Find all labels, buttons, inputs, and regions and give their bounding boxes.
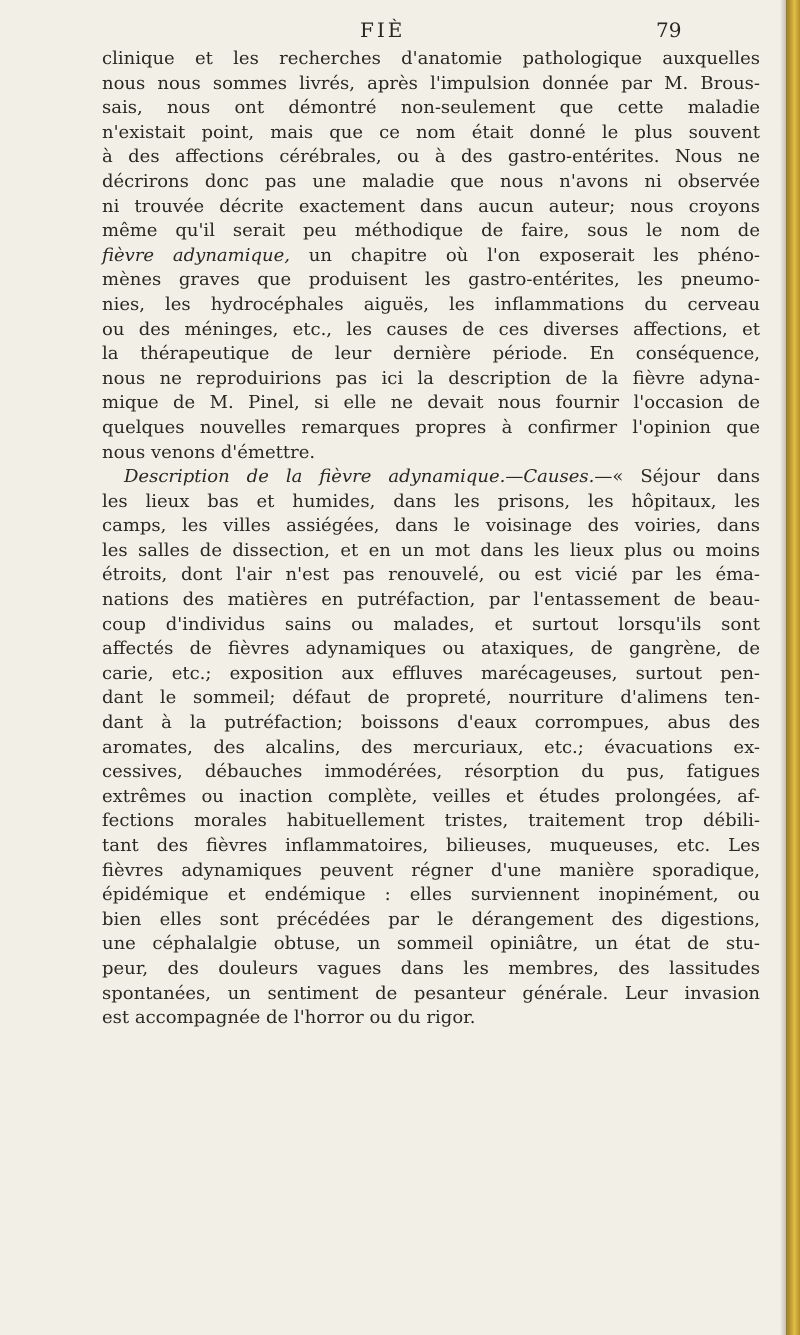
page-number: 79	[656, 18, 682, 42]
line-text: épidémique et endémique : elles surviennent inopinément, ou	[102, 884, 760, 906]
text-line	[102, 834, 760, 859]
line-text: les lieux bas et humides, dans les prisons, les hôpitaux, les	[102, 490, 760, 512]
line-text: dant le sommeil; défaut de propreté, nourriture d'alimens ten-	[102, 687, 760, 709]
text-line	[102, 268, 760, 293]
text-line	[102, 908, 760, 933]
line-text: quelques nouvelles remarques propres à confirmer l'opinion que	[102, 416, 760, 438]
text-line	[102, 195, 760, 220]
text-line	[102, 760, 760, 785]
text-line	[102, 932, 760, 957]
text-line	[102, 785, 760, 810]
line-text: à des affections cérébrales, ou à des gastro-entérites. Nous ne	[102, 146, 760, 168]
line-text: —« Séjour dans	[594, 466, 760, 488]
text-line	[102, 96, 760, 121]
line-text: mique de M. Pinel, si elle ne devait nous fournir l'occasion de	[102, 392, 760, 414]
italic-phrase: Description de la fièvre adynamique.—Causes.	[124, 466, 595, 488]
text-line	[102, 47, 760, 72]
line-text: carie, etc.; exposition aux effluves marécageuses, surtout pen-	[102, 662, 760, 684]
line-text: même qu'il serait peu méthodique de faire, sous le nom de	[102, 220, 760, 242]
text-line	[102, 982, 760, 1007]
text-line	[102, 539, 760, 564]
text-line	[102, 809, 760, 834]
line-text: étroits, dont l'air n'est pas renouvelé, ou est vicié par les éma-	[102, 564, 760, 586]
line-text: cessives, débauches immodérées, résorption du pus, fatigues	[102, 761, 760, 783]
text-line	[102, 859, 760, 884]
text-line	[102, 883, 760, 908]
page-edge	[786, 0, 800, 1335]
text-line	[102, 514, 760, 539]
line-text: bien elles sont précédées par le dérangement des digestions,	[102, 908, 760, 930]
text-line	[102, 465, 760, 490]
line-text: les salles de dissection, et en un mot dans les lieux plus ou moins	[102, 539, 760, 561]
text-line	[102, 219, 760, 244]
line-text: camps, les villes assiégées, dans le voisinage des voiries, dans	[102, 515, 760, 537]
line-text: un chapitre où l'on exposerait les phéno-	[289, 244, 761, 266]
line-text: mènes graves que produisent les gastro-entérites, les pneumo-	[102, 269, 760, 291]
line-text: est accompagnée de l'horror ou du rigor.	[102, 1007, 476, 1029]
line-text: tant des fièvres inflammatoires, bilieuses, muqueuses, etc. Les	[102, 835, 760, 856]
line-text: n'existait point, mais que ce nom était donné le plus souvent	[102, 121, 760, 143]
text-line	[102, 563, 760, 588]
text-line	[102, 170, 760, 195]
line-text: nies, les hydrocéphales aiguës, les inflammations du cerveau	[102, 293, 760, 315]
line-text: clinique et les recherches d'anatomie pathologique auxquelles	[102, 48, 760, 69]
text-line	[102, 244, 760, 269]
line-text: décrirons donc pas une maladie que nous n'avons ni observée	[102, 170, 760, 192]
line-text: sais, nous ont démontré non-seulement que cette maladie	[102, 97, 760, 119]
line-text: dant à la putréfaction; boissons d'eaux corrompues, abus des	[102, 712, 760, 734]
line-text: fections morales habituellement tristes, traitement trop débili-	[102, 810, 760, 832]
italic-phrase: fièvre adynamique,	[102, 244, 290, 266]
running-head: FIÈ	[360, 18, 406, 42]
line-text: affectés de fièvres adynamiques ou ataxiques, de gangrène, de	[102, 638, 760, 660]
text-line	[102, 416, 760, 441]
line-text: spontanées, un sentiment de pesanteur générale. Leur invasion	[102, 982, 760, 1004]
line-text: fièvres adynamiques peuvent régner d'une manière sporadique,	[102, 859, 760, 881]
line-text: nous venons d'émettre.	[102, 441, 316, 463]
line-text: coup d'individus sains ou malades, et surtout lorsqu'ils sont	[102, 613, 760, 635]
text-line	[102, 121, 760, 146]
text-line	[102, 736, 760, 761]
text-line	[102, 686, 760, 711]
body-text	[102, 47, 760, 1031]
line-text: une céphalalgie obtuse, un sommeil opiniâtre, un état de stu-	[102, 933, 760, 955]
text-line	[102, 145, 760, 170]
text-line	[102, 662, 760, 687]
line-text: nous ne reproduirions pas ici la description de la fièvre adyna-	[102, 367, 760, 389]
text-line	[102, 490, 760, 515]
line-text: nations des matières en putréfaction, par l'entassement de beau-	[102, 589, 760, 611]
text-line	[102, 637, 760, 662]
line-text: aromates, des alcalins, des mercuriaux, etc.; évacuations ex-	[102, 736, 760, 758]
text-line	[102, 342, 760, 367]
text-line	[102, 293, 760, 318]
text-line	[102, 711, 760, 736]
line-text: extrêmes ou inaction complète, veilles et études prolongées, af-	[102, 785, 760, 807]
text-line	[102, 367, 760, 392]
text-line	[102, 318, 760, 343]
text-line	[102, 441, 760, 466]
line-text: ni trouvée décrite exactement dans aucun auteur; nous croyons	[102, 195, 760, 217]
text-line	[102, 72, 760, 97]
text-line	[102, 957, 760, 982]
line-text: la thérapeutique de leur dernière période. En conséquence,	[102, 343, 760, 365]
text-line	[102, 613, 760, 638]
line-text: nous nous sommes livrés, après l'impulsion donnée par M. Brous-	[102, 72, 760, 94]
text-line	[102, 1006, 760, 1031]
line-text: peur, des douleurs vagues dans les membres, des lassitudes	[102, 957, 760, 979]
text-line	[102, 391, 760, 416]
page-header	[0, 18, 786, 48]
line-text: ou des méninges, etc., les causes de ces diverses affections, et	[102, 318, 760, 340]
text-line	[102, 588, 760, 613]
